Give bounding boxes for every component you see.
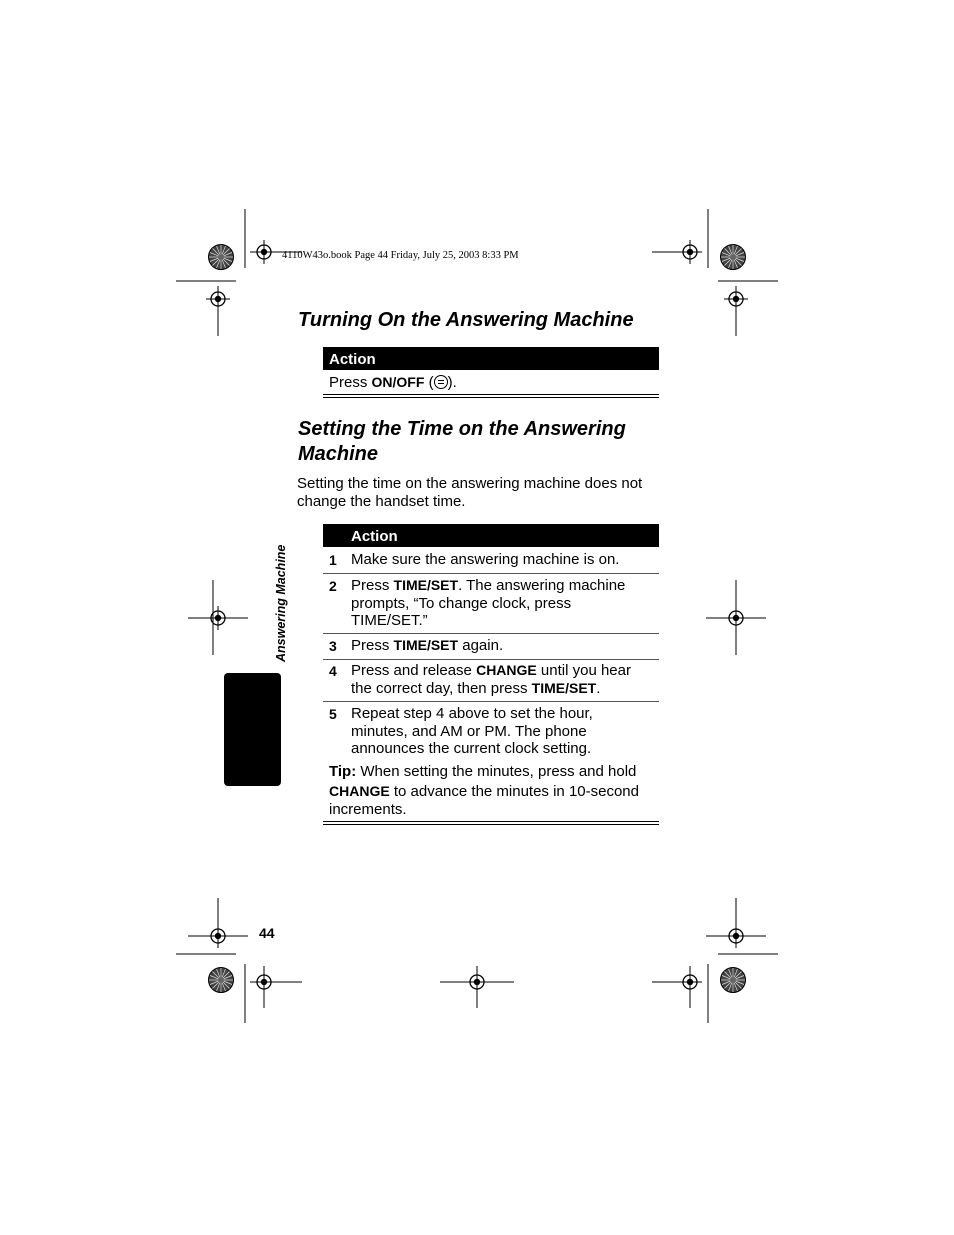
tip-paragraph: Tip: When setting the minutes, press and hold CHANGE to advance the minutes in 10-second increments. — [329, 763, 639, 818]
chapter-tab — [224, 673, 281, 786]
step-number: 1 — [329, 552, 337, 568]
print-header: 4110W43o.book Page 44 Friday, July 25, 2003 8:33 PM — [282, 250, 519, 261]
column-header-action: Action — [329, 351, 376, 368]
column-header-action: Action — [351, 528, 398, 545]
action-table-header — [323, 347, 659, 370]
table-end-rule — [323, 824, 659, 825]
steps-table-header — [323, 524, 659, 547]
step-number: 4 — [329, 663, 337, 679]
row-divider — [323, 573, 659, 574]
row-divider — [323, 633, 659, 634]
step-number: 5 — [329, 706, 337, 722]
row-divider — [323, 659, 659, 660]
on-off-key-icon — [434, 375, 448, 389]
intro-paragraph: Setting the time on the answering machine does not change the handset time. — [297, 475, 643, 510]
table-row: Press ON/OFF ( ). — [329, 374, 457, 391]
table-row: Press TIME/SET again. — [351, 637, 504, 654]
side-tab-label: Answering Machine — [274, 544, 288, 662]
step-number: 2 — [329, 578, 337, 594]
table-row: Press TIME/SET. The answering machine prompts, “To change clock, press TIME/SET.” — [351, 577, 626, 629]
tip-label: Tip: — [329, 763, 357, 780]
row-divider — [323, 701, 659, 702]
step-number: 3 — [329, 638, 337, 654]
table-row: Press and release CHANGE until you hear the correct day, then press TIME/SET. — [351, 662, 631, 697]
table-end-rule — [323, 397, 659, 398]
table-end-rule — [323, 821, 659, 822]
section-title-turning-on: Turning On the Answering Machine — [298, 309, 634, 331]
table-end-rule — [323, 394, 659, 395]
table-row: Repeat step 4 above to set the hour, minutes, and AM or PM. The phone announces the current clock setting. — [351, 705, 593, 757]
table-row: Make sure the answering machine is on. — [351, 551, 620, 568]
page-number: 44 — [259, 925, 275, 941]
section-title-setting-time: Setting the Time on the Answering Machine — [298, 418, 626, 465]
